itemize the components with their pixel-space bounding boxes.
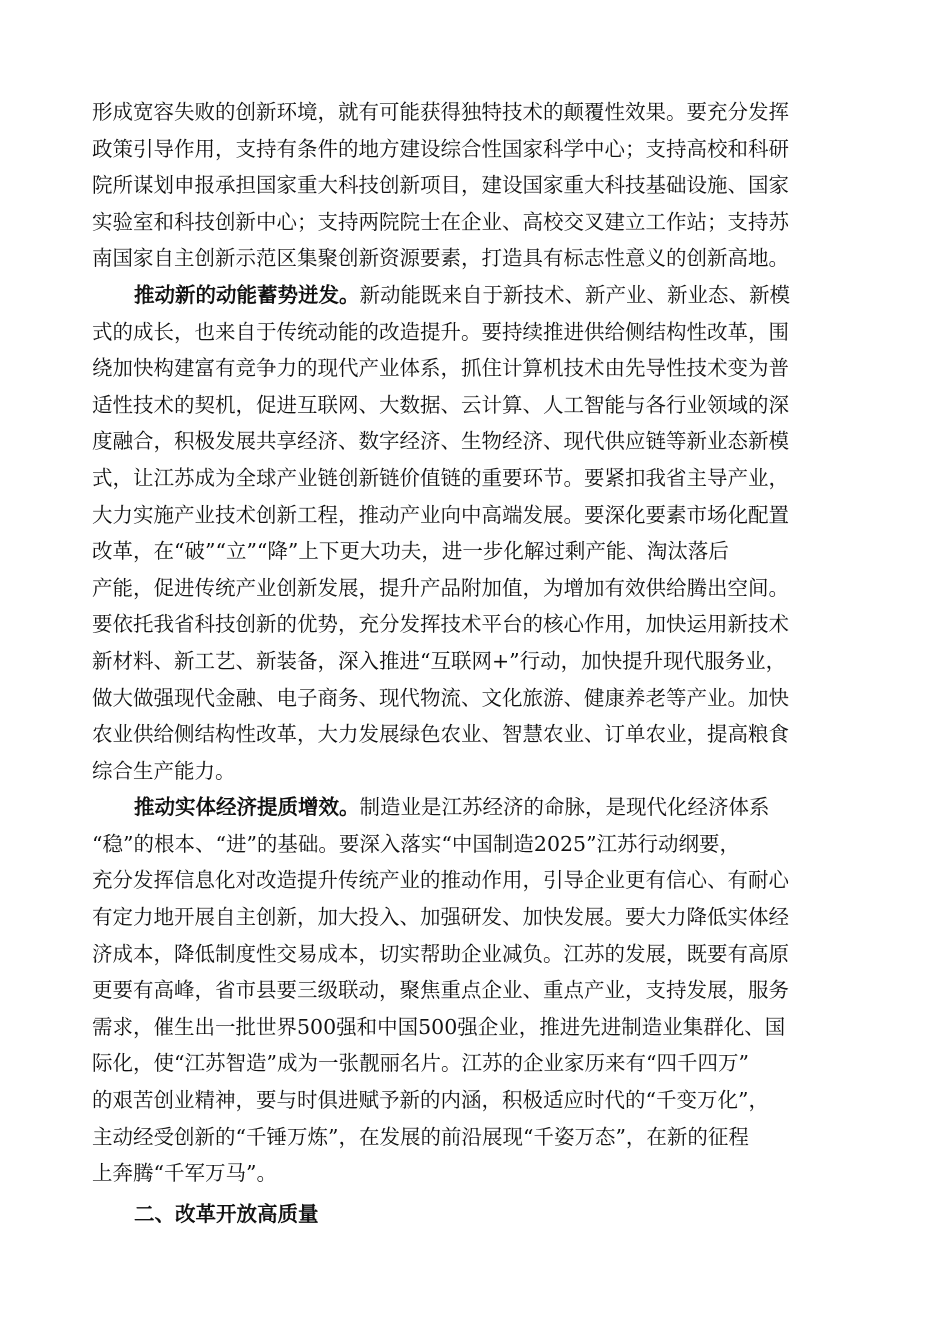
text-line: [92, 277, 860, 314]
text-line: 做大做强现代金融、电子商务、现代物流、文化旅游、健康养老等产业。加快: [92, 685, 789, 710]
text-line: 综合生产能力。: [92, 758, 236, 783]
text-line: 需求，催生出一批世界500强和中国500强企业，推进先进制造业集群化、国: [92, 1014, 786, 1039]
text-line: 式，让江苏成为全球产业链创新链价值链的重要环节。要紧扣我省主导产业，: [92, 465, 789, 490]
text-line: 绕加快构建富有竞争力的现代产业体系，抓住计算机技术由先导性技术变为普: [92, 356, 789, 381]
paragraph-innovation-environment: [92, 94, 860, 277]
text-line: 院所谋划申报承担国家重大科技创新项目，建设国家重大科技基础设施、国家: [92, 173, 789, 198]
text-line: 上奔腾“千军万马”。: [92, 1161, 277, 1186]
text-line: 的艰苦创业精神，要与时俱进赋予新的内涵，积极适应时代的“千变万化”，: [92, 1088, 769, 1113]
text-line: 度融合，积极发展共享经济、数字经济、生物经济、现代供应链等新业态新模: [92, 429, 789, 454]
paragraph-new-momentum: [92, 277, 860, 789]
text-run: 制造业是江苏经济的命脉，是现代化经济体系: [359, 795, 770, 820]
document-page: [92, 94, 860, 1232]
paragraph-lead-heading: 推动新的动能蓄势迸发。: [134, 282, 360, 307]
text-line: 更要有高峰，省市县要三级联动，聚焦重点企业、重点产业，支持发展，服务: [92, 978, 789, 1003]
text-line: 农业供给侧结构性改革，大力发展绿色农业、智慧农业、订单农业，提高粮食: [92, 722, 789, 747]
text-line: [92, 789, 860, 826]
text-run: 新动能既来自于新技术、新产业、新业态、新模: [359, 282, 790, 307]
paragraph-real-economy: [92, 789, 860, 1192]
text-line: 适性技术的契机，促进互联网、大数据、云计算、人工智能与各行业领域的深: [92, 392, 789, 417]
text-line: 形成宽容失败的创新环境，就有可能获得独特技术的颠覆性效果。要充分发挥: [92, 100, 789, 124]
text-line: 南国家自主创新示范区集聚创新资源要素，打造具有标志性意义的创新高地。: [92, 246, 789, 271]
text-line: 式的成长，也来自于传统动能的改造提升。要持续推进供给侧结构性改革，围: [92, 319, 789, 344]
text-line: 新材料、新工艺、新装备，深入推进“互联网+”行动，加快提升现代服务业，: [92, 648, 787, 673]
text-line: “稳”的根本、“进”的基础。要深入落实“中国制造2025”江苏行动纲要，: [92, 831, 741, 856]
text-line: 要依托我省科技创新的优势，充分发挥技术平台的核心作用，加快运用新技术: [92, 612, 789, 637]
text-line: 改革，在“破”“立”“降”上下更大功夫，进一步化解过剩产能、淘汰落后: [92, 539, 729, 564]
text-line: 际化，使“江苏智造”成为一张靓丽名片。江苏的企业家历来有“四千四万”: [92, 1051, 749, 1076]
text-line: 济成本，降低制度性交易成本，切实帮助企业减负。江苏的发展，既要有高原: [92, 941, 789, 966]
text-line: 主动经受创新的“千锤万炼”，在发展的前沿展现“千姿万态”，在新的征程: [92, 1124, 749, 1149]
text-line: 产能，促进传统产业创新发展，提升产品附加值，为增加有效供给腾出空间。: [92, 575, 789, 600]
paragraph-lead-heading: 推动实体经济提质增效。: [134, 795, 360, 820]
text-line: 大力实施产业技术创新工程，推动产业向中高端发展。要深化要素市场化配置: [92, 502, 789, 527]
section-heading: 二、改革开放高质量: [134, 1201, 319, 1226]
text-line: 充分发挥信息化对改造提升传统产业的推动作用，引导企业更有信心、有耐心: [92, 868, 789, 893]
text-line: 实验室和科技创新中心；支持两院院士在企业、高校交叉建立工作站；支持苏: [92, 209, 789, 234]
text-line: 政策引导作用，支持有条件的地方建设综合性国家科学中心；支持高校和科研: [92, 136, 789, 161]
text-line: 有定力地开展自主创新，加大投入、加强研发、加快发展。要大力降低实体经: [92, 905, 789, 930]
